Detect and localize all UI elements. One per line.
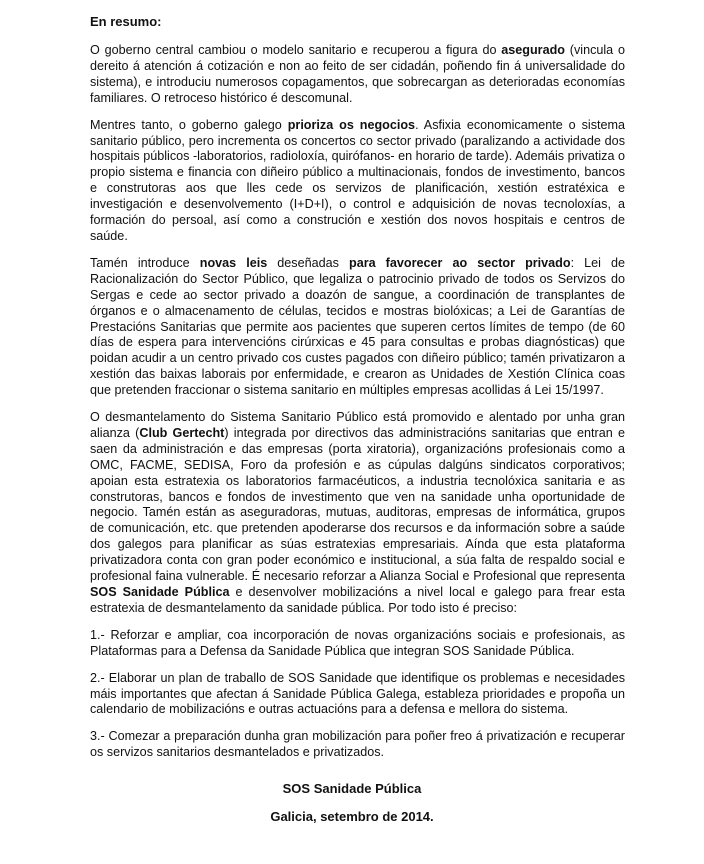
text-run: Mentres tanto, o goberno galego [90, 117, 288, 132]
signature-place-date: Galicia, setembro de 2014. [270, 809, 434, 824]
text-run: e desenvolver mobilizacións a nivel local e galego para frear esta estratexia de desmantelamento da sanidade pública. Por todo isto é preciso: [90, 585, 625, 615]
paragraph [90, 671, 625, 719]
text-run: (vincula o dereito á atención á cotización e non ao feito de ser cidadán, poñendo fin á universalidade do sistema), e introduciu numerosos copagamentos, que sobrecargan as deterioradas economías familiares. O retroceso histórico é descomunal. [90, 43, 625, 105]
text-run: O desmantelamento do Sistema Sanitario Público está promovido e alentado por unha gran alianza ( [90, 410, 625, 440]
document-body [90, 14, 625, 772]
paragraph [90, 729, 625, 761]
section-heading: En resumo: [90, 14, 162, 29]
bold-text: Club Gertecht [139, 425, 225, 440]
text-run: 1.- Reforzar e ampliar, coa incorporación de novas organizacións sociais e profesionais, as Plataformas para a Defensa da Sanidade Pública que integran SOS Sanidade Pública. [90, 627, 625, 658]
bold-text: SOS Sanidade Pública [90, 585, 230, 599]
bold-text: para favorecer ao sector privado [349, 255, 571, 270]
paragraph [90, 256, 625, 399]
paragraph-list [90, 43, 625, 761]
text-run: . Asfixia economicamente o sistema sanitario público, pero incrementa os concertos co sector privado (paralizando a actividade dos hospitais públicos -laboratorios, radioloxía, quirófanos- en horario de tarde). Ademáis privatiza o propio sistema e financia con diñeiro público a multinacionais, fondos de investimento, bancos e construtoras aos que lles cede os servizos de planificación, xestión estratéxica e investigación e desenvolvemento (I+D+I), o control e adquisición de novas tecnoloxías, a formación do persoal, así como a construción e xestión dos novos hospitais e centros de saúde. [90, 117, 625, 243]
paragraph [90, 410, 625, 617]
bold-text: asegurado [501, 43, 565, 57]
text-run: : Lei de Racionalización do Sector Público, que legaliza o patrocinio privado de todos os Servizos do Sergas e cede ao sector privado a doazón de sangue, a coordinación de transplantes de órganos e o almacenamento de células, tecidos e mostras biolóxicas; a Lei de Garantías de Prestacións Sanitarias que permite aos pacientes que superen certos límites de tempo (de 60 días de espera para intervencións cirúrxicas e 45 para consultas e probas diagnósticas) que poidan acudir a un centro privado cos custes pagados con diñeiro público; tamén privatizaron a xestión das baixas laborais por enfermidade, e crearon as Unidades de Xestión Clínica coas que pretenden fraccionar o sistema sanitario en múltiples empresas acollidas á Lei 15/1997. [90, 255, 626, 398]
paragraph [90, 628, 625, 660]
paragraph [90, 118, 625, 245]
text-run: 2.- Elaborar un plan de traballo de SOS Sanidade que identifique os problemas e necesidades máis importantes que afectan á Sanidade Pública Galega, estableza prioridades e propoña un calendario de mobilizacións e outras actuacións para a defensa e mellora do sistema. [90, 670, 625, 717]
bold-text: prioriza os negocios [287, 117, 416, 132]
text-run: 3.- Comezar a preparación dunha gran mobilización para poñer freo á privatización e recuperar os servizos sanitarios desmantelados e privatizados. [90, 729, 625, 760]
text-run: O goberno central cambiou o modelo sanitario e recuperou a figura do [90, 43, 502, 57]
paragraph [90, 43, 625, 107]
text-run: ) integrada por directivos das administracións sanitarias que entran e saen da administración e das empresas (porta xiratoria), organizacións profesionais como a OMC, FACME, SEDISA, Foro da profesión e as cúpulas dalgúns sindicatos corporativos; apoian esta estratexia os laboratorios farmacéuticos, a industria tecnolóxica sanitaria e as construtoras, bancos e fondos de investimento que ven na sanidade unha oportunidade de negocio. Tamén están as aseguradoras, mutuas, auditoras, empresas de informática, grupos de comunicación, etc. que pretenden apoderarse dos recursos e da información sobre a saúde dos galegos para planificar as súas estratexias empresariais. Aínda que esta plataforma privatizadora conta con gran poder económico e institucional, a súa falta de respaldo social e profesional faina vulnerable. É necesario reforzar a Alianza Social e Profesional que representa [90, 425, 625, 584]
text-run: Tamén introduce [90, 255, 200, 270]
text-run: deseñadas [267, 255, 349, 270]
signature-organization: SOS Sanidade Pública [282, 781, 422, 796]
bold-text: novas leis [199, 255, 268, 270]
